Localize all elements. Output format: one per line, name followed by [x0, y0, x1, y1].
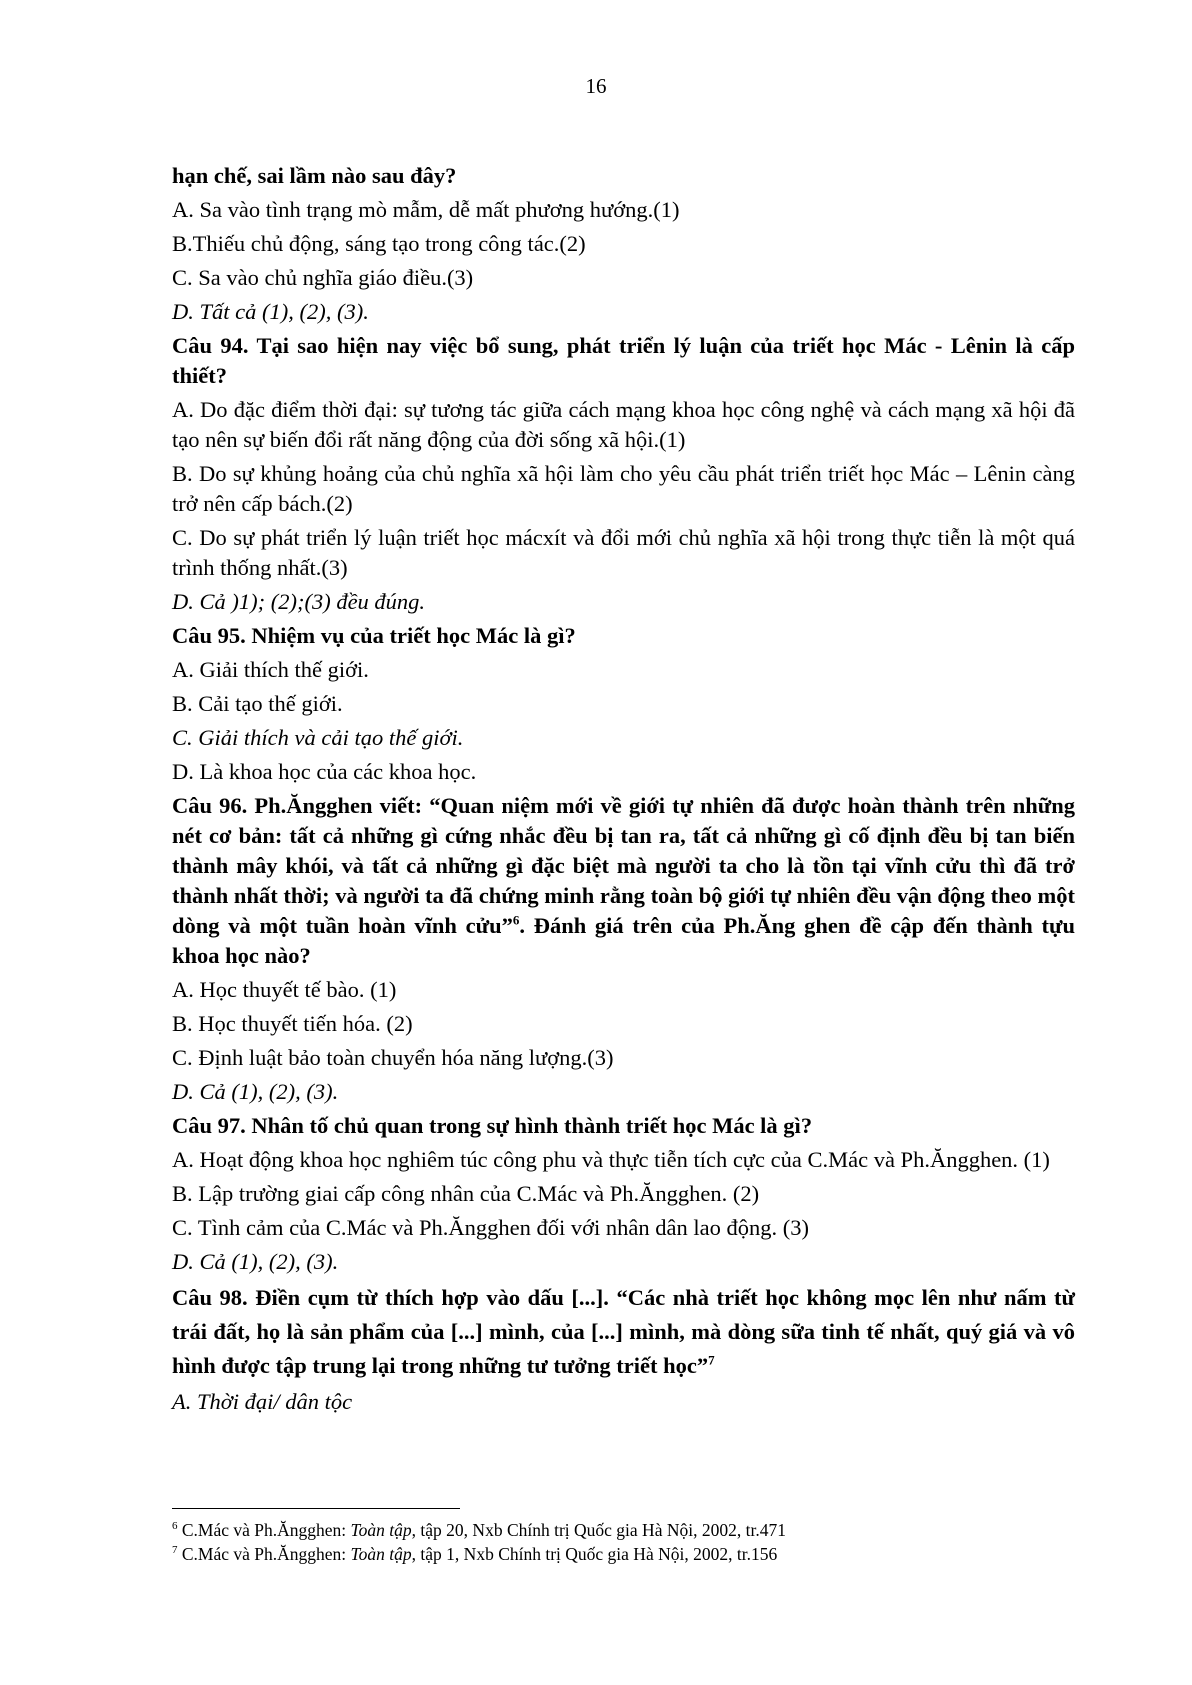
- question-97-option-d-answer: D. Cả (1), (2), (3).: [172, 1249, 339, 1274]
- question-97-option-b: B. Lập trường giai cấp công nhân của C.Mác và Ph.Ăngghen. (2): [172, 1181, 760, 1206]
- footnote-number: 7: [172, 1544, 178, 1557]
- option-d-answer: D. Tất cả (1), (2), (3).: [172, 299, 369, 324]
- question-97-option-c: C. Tình cảm của C.Mác và Ph.Ăngghen đối với nhân dân lao động. (3): [172, 1215, 809, 1240]
- footnote-6: [172, 1518, 1075, 1542]
- footnote-text: C.Mác và Ph.Ăngghen:: [177, 1544, 351, 1564]
- question-95-option-d: D. Là khoa học của các khoa học.: [172, 759, 477, 784]
- footnote-work-title: Toàn tập: [350, 1520, 412, 1540]
- question-96-quote: Câu 96. Ph.Ăngghen viết: “Quan niệm mới về giới tự nhiên đã được hoàn thành trên những nét cơ bản: tất cả những gì cứng nhắc đều bị tan ra, tất cả những gì cố định đều bị tan biến thành mây khói, và tất cả những gì đặc biệt mà người ta cho là tồn tại vĩnh cửu thì đã trở thành nhất thời; và người ta đã chứng minh rằng toàn bộ giới tự nhiên đều vận động theo một dòng và một tuần hoàn vĩnh cửu”: [172, 793, 1075, 938]
- page-number: 16: [585, 74, 607, 98]
- question-96-option-c: C. Định luật bảo toàn chuyển hóa năng lượng.(3): [172, 1045, 614, 1070]
- question-96-option-d-answer: D. Cả (1), (2), (3).: [172, 1079, 339, 1104]
- question-97-option-a: A. Hoạt động khoa học nghiêm túc công phu và thực tiễn tích cực của C.Mác và Ph.Ăngghen. (1): [172, 1147, 1050, 1172]
- option-b: B.Thiếu chủ động, sáng tạo trong công tác.(2): [172, 231, 586, 256]
- document-body: [172, 161, 1075, 1421]
- footnote-citation: , tập 20, Nxb Chính trị Quốc gia Hà Nội, 2002, tr.471: [411, 1520, 786, 1540]
- question-98-quote: Câu 98. Điền cụm từ thích hợp vào dấu [...]. “Các nhà triết học không mọc lên như nấm từ trái đất, họ là sản phẩm của [...] mình, của [...] mình, mà dòng sữa tinh tế nhất, quý giá và vô hình được tập trung lại trong những tư tưởng triết học”: [172, 1285, 1075, 1378]
- question-94-title: Câu 94. Tại sao hiện nay việc bổ sung, phát triển lý luận của triết học Mác - Lênin là cấp thiết?: [172, 333, 1075, 388]
- footnote-work-title: Toàn tập: [350, 1544, 412, 1564]
- question-94-option-a: A. Do đặc điểm thời đại: sự tương tác giữa cách mạng khoa học công nghệ và cách mạng xã hội đã tạo nên sự biến đổi rất năng động của đời sống xã hội.(1): [172, 397, 1075, 452]
- question-stem-continued: hạn chế, sai lầm nào sau đây?: [172, 163, 457, 188]
- question-95-title: Câu 95. Nhiệm vụ của triết học Mác là gì?: [172, 623, 576, 648]
- question-96-question: . Đánh giá trên của Ph.Ăng ghen đề cập đến thành tựu khoa học nào?: [172, 913, 1076, 968]
- footnote-citation: , tập 1, Nxb Chính trị Quốc gia Hà Nội, 2002, tr.156: [411, 1544, 778, 1564]
- question-94-option-c: C. Do sự phát triển lý luận triết học mácxít và đổi mới chủ nghĩa xã hội trong thực tiễn là một quá trình thống nhất.(3): [172, 525, 1075, 580]
- footnote-ref-7: 7: [708, 1352, 715, 1368]
- question-94-option-b: B. Do sự khủng hoảng của chủ nghĩa xã hội làm cho yêu cầu phát triển triết học Mác – Lênin càng trở nên cấp bách.(2): [172, 461, 1075, 516]
- question-96-option-b: B. Học thuyết tiến hóa. (2): [172, 1011, 413, 1036]
- question-98-option-a-answer: A. Thời đại/ dân tộc: [172, 1389, 353, 1414]
- question-95-option-a: A. Giải thích thế giới.: [172, 657, 369, 682]
- option-a: A. Sa vào tình trạng mò mẫm, dễ mất phương hướng.(1): [172, 197, 680, 222]
- footnote-text: C.Mác và Ph.Ăngghen:: [177, 1520, 351, 1540]
- footnote-number: 6: [172, 1520, 178, 1533]
- question-95-option-b: B. Cải tạo thế giới.: [172, 691, 343, 716]
- footnote-7: [172, 1542, 1075, 1566]
- question-97-title: Câu 97. Nhân tố chủ quan trong sự hình thành triết học Mác là gì?: [172, 1113, 813, 1138]
- option-c: C. Sa vào chủ nghĩa giáo điều.(3): [172, 265, 474, 290]
- question-96-title: [172, 791, 1075, 971]
- footnotes: [172, 1518, 1075, 1566]
- question-96-option-a: A. Học thuyết tế bào. (1): [172, 977, 397, 1002]
- question-94-option-d-answer: D. Cả )1); (2);(3) đều đúng.: [172, 589, 426, 614]
- question-98-title: [172, 1281, 1075, 1383]
- footnote-divider: [172, 1508, 460, 1509]
- question-95-option-c-answer: C. Giải thích và cải tạo thế giới.: [172, 725, 464, 750]
- footnote-ref-6: 6: [512, 912, 520, 928]
